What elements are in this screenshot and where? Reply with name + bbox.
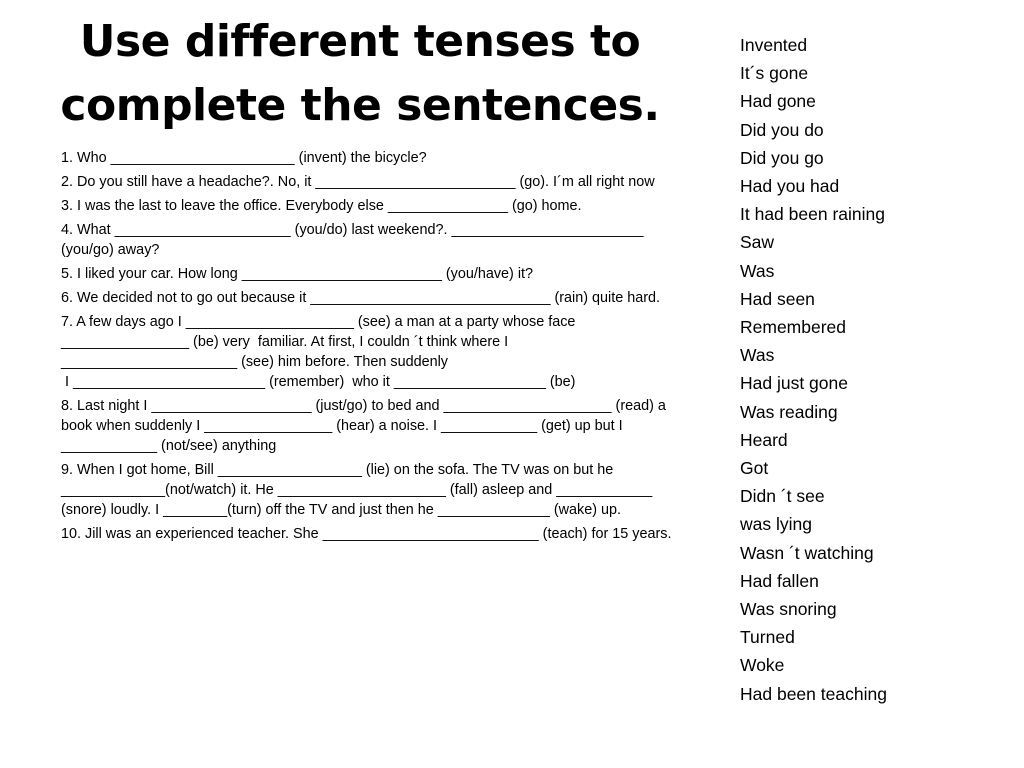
exercise-item: 1. Who _______________________ (invent) the bicycle? bbox=[61, 150, 427, 166]
answer-item: It´s gone bbox=[740, 63, 809, 84]
answer-item: Had you had bbox=[740, 176, 840, 197]
answer-item: Turned bbox=[740, 627, 795, 648]
answer-item: Had been teaching bbox=[740, 683, 887, 704]
answer-item: It had been raining bbox=[740, 204, 885, 225]
answer-item: Did you go bbox=[740, 147, 824, 168]
answer-item: Woke bbox=[740, 655, 785, 676]
answer-item: Had gone bbox=[740, 91, 816, 112]
answer-item: Remembered bbox=[740, 317, 847, 338]
exercise-item: 10. Jill was an experienced teacher. She ___________________________ (teach) for 15 years. bbox=[61, 526, 672, 542]
exercise-list bbox=[61, 148, 686, 548]
answer-item: Got bbox=[740, 458, 769, 479]
exercise-item: 5. I liked your car. How long _________________________ (you/have) it? bbox=[61, 266, 534, 282]
answer-item: was lying bbox=[740, 514, 812, 535]
answer-item: Didn ´t see bbox=[740, 486, 825, 507]
answer-item: Was bbox=[740, 345, 775, 366]
answer-item: Was snoring bbox=[740, 599, 837, 620]
answer-item: Was reading bbox=[740, 401, 838, 422]
exercise-item: 4. What ______________________ (you/do) last weekend?. ________________________ (you/go) away? bbox=[61, 222, 648, 258]
answer-item: Did you do bbox=[740, 119, 824, 140]
exercise-item: 6. We decided not to go out because it ______________________________ (rain) quite hard. bbox=[61, 290, 661, 306]
exercise-item: 9. When I got home, Bill __________________ (lie) on the sofa. The TV was on but he _____________(not/watch) it. He _____________________ (fall) asleep and ____________ (snore) loudly. I ________(turn) off the TV and just then he ______________ (wake) up. bbox=[61, 462, 657, 518]
answer-list bbox=[740, 31, 1010, 708]
answer-item: Had seen bbox=[740, 288, 815, 309]
exercise-item-continuation: I ________________________ (remember) who it ___________________ (be) bbox=[61, 374, 576, 390]
answer-item: Wasn ´t watching bbox=[740, 542, 874, 563]
exercise-item: 2. Do you still have a headache?. No, it _________________________ (go). I´m all right now bbox=[61, 174, 655, 190]
exercise-item: 3. I was the last to leave the office. Everybody else _______________ (go) home. bbox=[61, 198, 582, 214]
page-title: Use different tenses to complete the sentences. bbox=[60, 16, 660, 131]
answer-item: Heard bbox=[740, 429, 788, 450]
answer-item: Invented bbox=[740, 35, 808, 55]
answer-item: Saw bbox=[740, 232, 775, 253]
answer-item: Was bbox=[740, 260, 775, 281]
answer-item: Had just gone bbox=[740, 373, 848, 394]
answer-item: Had fallen bbox=[740, 570, 819, 591]
exercise-item: 7. A few days ago I _____________________ (see) a man at a party whose face ________________ (be) very familiar. At first, I couldn ´t think where I ______________________ (see) him before. Then suddenly bbox=[61, 314, 580, 370]
exercise-item: 8. Last night I ____________________ (just/go) to bed and _____________________ (read) a book when suddenly I ________________ (hear) a noise. I ____________ (get) up but I ____________ (not/see) anything bbox=[61, 398, 670, 454]
